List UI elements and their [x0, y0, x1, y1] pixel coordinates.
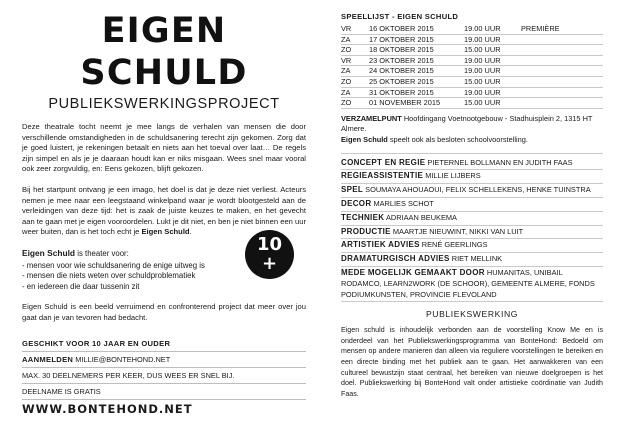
schedule-row: [341, 87, 603, 98]
venue-address: Hoofdingang Voetnootgebouw - Stadhuisplein 2, 1315 HT Almere.: [341, 113, 593, 134]
publiekswerking-text: Eigen schuld is inhoudelijk verbonden aan de voorstelling Know Me en is onderdeel van het Publiekswerkingsprogramma van BonteHond: Bedoeld om mensen op andere manieren dan alleen via reguliere voorstellingen te bereiken en een directe binding met het publiek aan te gaan. Het aanwakkeren van een cultureel bewustzijn staat centraal, het bereiken van nieuwe doelgroepen is het doel. Publiekswerking bij BonteHond valt onder artistieke coördinatie van Judith Faas.: [341, 326, 603, 398]
schedule-row: [341, 24, 603, 34]
schedule-note: [521, 66, 603, 77]
schedule-day: ZO: [341, 98, 369, 109]
schedule-date: 23 OKTOBER 2015: [369, 55, 464, 66]
credit-row: [341, 170, 603, 184]
schedule-title: SPEELLIJST - EIGEN SCHULD: [341, 12, 459, 21]
audience-item: - en iedereen die daar tussenin zit: [22, 281, 140, 291]
schedule-date: 01 NOVEMBER 2015: [369, 98, 464, 109]
age-label: GESCHIKT VOOR 10 JAAR EN OUDER: [22, 336, 306, 352]
schedule-day: ZA: [341, 34, 369, 45]
schedule-row: [341, 76, 603, 87]
credit-role: SPEL: [341, 185, 364, 195]
school-note-bold: Eigen Schuld: [341, 134, 388, 144]
free-entry: DEELNAME IS GRATIS: [22, 384, 306, 400]
schedule-note: [521, 55, 603, 66]
schedule-time: 19.00 UUR: [464, 87, 521, 98]
schedule-note: [521, 45, 603, 56]
publiekswerking-title: PUBLIEKSWERKING: [425, 309, 519, 320]
venue-block: [341, 114, 603, 146]
credit-names: ADRIAAN BEUKEMA: [384, 212, 457, 222]
credit-names: MILLIE LIJBERS: [423, 171, 481, 181]
credit-names: RENÉ GEERLINGS: [419, 240, 488, 250]
closing-lead: Eigen Schuld: [22, 302, 68, 312]
register-email-link[interactable]: MILLIE@BONTEHOND.NET: [75, 354, 171, 364]
schedule-date: 25 OKTOBER 2015: [369, 76, 464, 87]
credit-role: DRAMATURGISCH ADVIES: [341, 254, 450, 264]
credit-row: [341, 239, 603, 253]
schedule-note: [521, 98, 603, 109]
startpoint-bold: Eigen Schuld: [141, 227, 190, 237]
credit-names: MARLIES SCHOT: [371, 198, 434, 208]
info-block: [22, 336, 306, 415]
schedule-day: ZA: [341, 66, 369, 77]
credit-row: [341, 198, 603, 212]
schedule-time: 19.00 UUR: [464, 24, 521, 34]
startpoint-text: Bij het startpunt ontvang je een imago, het doel is dat je deze niet verliest. Acteurs nemen je mee naar een leegstaand winkelpand waar je wordt blootgesteld aan de verleidingen van deze tijd: het is zaak de juiste keuzes te maken, en het gevecht aan te gaan met je eigen vooroordelen. Lukt je dit niet, en ben je niet binnen een uur weer buiten, dan is het toch echt je: [22, 184, 306, 237]
schedule-time: 19.00 UUR: [464, 55, 521, 66]
schedule-date: 16 OKTOBER 2015: [369, 24, 464, 34]
website-link[interactable]: WWW.BONTEHOND.NET: [22, 401, 193, 416]
closing-rest: is een beeld verruimend en confronterend project dat meer over jou gaat dan je van tevoren had bedacht.: [22, 302, 306, 322]
schedule-time: 15.00 UUR: [464, 76, 521, 87]
credit-role: PRODUCTIE: [341, 226, 391, 236]
audience-item: - mensen voor wie schuldsanering de enige uitweg is: [22, 260, 205, 270]
schedule-date: 24 OKTOBER 2015: [369, 66, 464, 77]
credit-names: MAARTJE NIEUWINT, NIKKI VAN LUIT: [390, 226, 524, 236]
schedule-table: [341, 24, 603, 109]
schedule-time: 15.00 UUR: [464, 98, 521, 109]
intro-paragraph: Deze theatrale tocht neemt je mee langs de verhalen van mensen die door verschillende omstandigheden in de schuldsanering terecht zijn gekomen. Zorg dat je goed luistert, je rekeningen betaalt en niets aan het toeval over laat… De regels zijn simpel en als je je daaraan houdt kan er niks misgaan. Wees snel maar vooral ook zeer zorgvuldig, en: Eens gekozen, blijft gekozen.: [22, 122, 306, 174]
schedule-time: 19.00 UUR: [464, 34, 521, 45]
schedule-note: [521, 34, 603, 45]
startpoint-end: .: [189, 227, 192, 237]
schedule-row: [341, 66, 603, 77]
schedule-row: [341, 34, 603, 45]
subtitle: PUBLIEKSWERKINGSPROJECT: [48, 96, 280, 112]
schedule-time: 19.00 UUR: [464, 66, 521, 77]
credits-list: [341, 153, 603, 303]
credit-names: SOUMAYA AHOUAOUI, FELIX SCHELLEKENS, HENKE TUINSTRA: [363, 185, 591, 195]
credit-row: [341, 184, 603, 198]
age-badge: [245, 230, 294, 279]
credit-role: ARTISTIEK ADVIES: [341, 240, 420, 250]
credit-row: [341, 157, 603, 171]
right-column: [341, 12, 603, 399]
schedule-day: ZA: [341, 87, 369, 98]
venue-line: [341, 114, 603, 135]
schedule-row: [341, 45, 603, 56]
credit-role: TECHNIEK: [341, 212, 385, 222]
credit-row: [341, 267, 603, 302]
audience-item: - mensen die niets weten over schuldproblematiek: [22, 271, 196, 281]
left-column: [22, 10, 306, 415]
credit-role: REGIEASSISTENTIE: [341, 171, 424, 181]
venue-label: VERZAMELPUNT: [341, 113, 402, 123]
register-row: [22, 352, 306, 368]
school-note-rest: speelt ook als besloten schoolvoorstelling.: [387, 134, 528, 144]
closing-paragraph: [22, 302, 306, 323]
schedule-note: [521, 76, 603, 87]
credit-role: DECOR: [341, 198, 372, 208]
credit-names: HUMANITAS, UNIBAIL RODAMCO, LEARN2WORK (DE SCHOOR), GEMEENTE ALMERE, FONDS PODIUMKUNSTEN, PROVINCIE FLEVOLAND: [341, 267, 595, 299]
schedule-note: [521, 87, 603, 98]
school-note: [341, 135, 603, 146]
credit-row: [341, 253, 603, 267]
schedule-day: VR: [341, 24, 369, 34]
schedule-date: 18 OKTOBER 2015: [369, 45, 464, 56]
schedule-date: 31 OKTOBER 2015: [369, 87, 464, 98]
audience-lead-rest: is theater voor:: [75, 248, 129, 258]
main-title: EIGEN SCHULD: [80, 11, 248, 93]
audience-lead-bold: Eigen Schuld: [22, 247, 76, 258]
credit-names: RIET MELLINK: [449, 254, 503, 264]
schedule-row: [341, 98, 603, 109]
schedule-day: VR: [341, 55, 369, 66]
schedule-row: [341, 55, 603, 66]
schedule-date: 17 OKTOBER 2015: [369, 34, 464, 45]
schedule-day: ZO: [341, 76, 369, 87]
schedule-day: ZO: [341, 45, 369, 56]
credit-names: PIETERNEL BOLLMANN EN JUDITH FAAS: [425, 157, 573, 167]
age-badge-number: 10: [256, 234, 283, 255]
credit-role: CONCEPT EN REGIE: [341, 157, 426, 167]
max-participants: MAX. 30 DEELNEMERS PER KEER, DUS WEES ER SNEL BIJ.: [22, 368, 306, 384]
register-label: AANMELDEN: [22, 354, 74, 364]
age-badge-plus: +: [261, 253, 278, 274]
credit-row: [341, 226, 603, 240]
credit-role: MEDE MOGELIJK GEMAAKT DOOR: [341, 267, 485, 277]
credit-row: [341, 212, 603, 226]
schedule-time: 15.00 UUR: [464, 45, 521, 56]
schedule-note: PREMIÈRE: [521, 24, 603, 34]
